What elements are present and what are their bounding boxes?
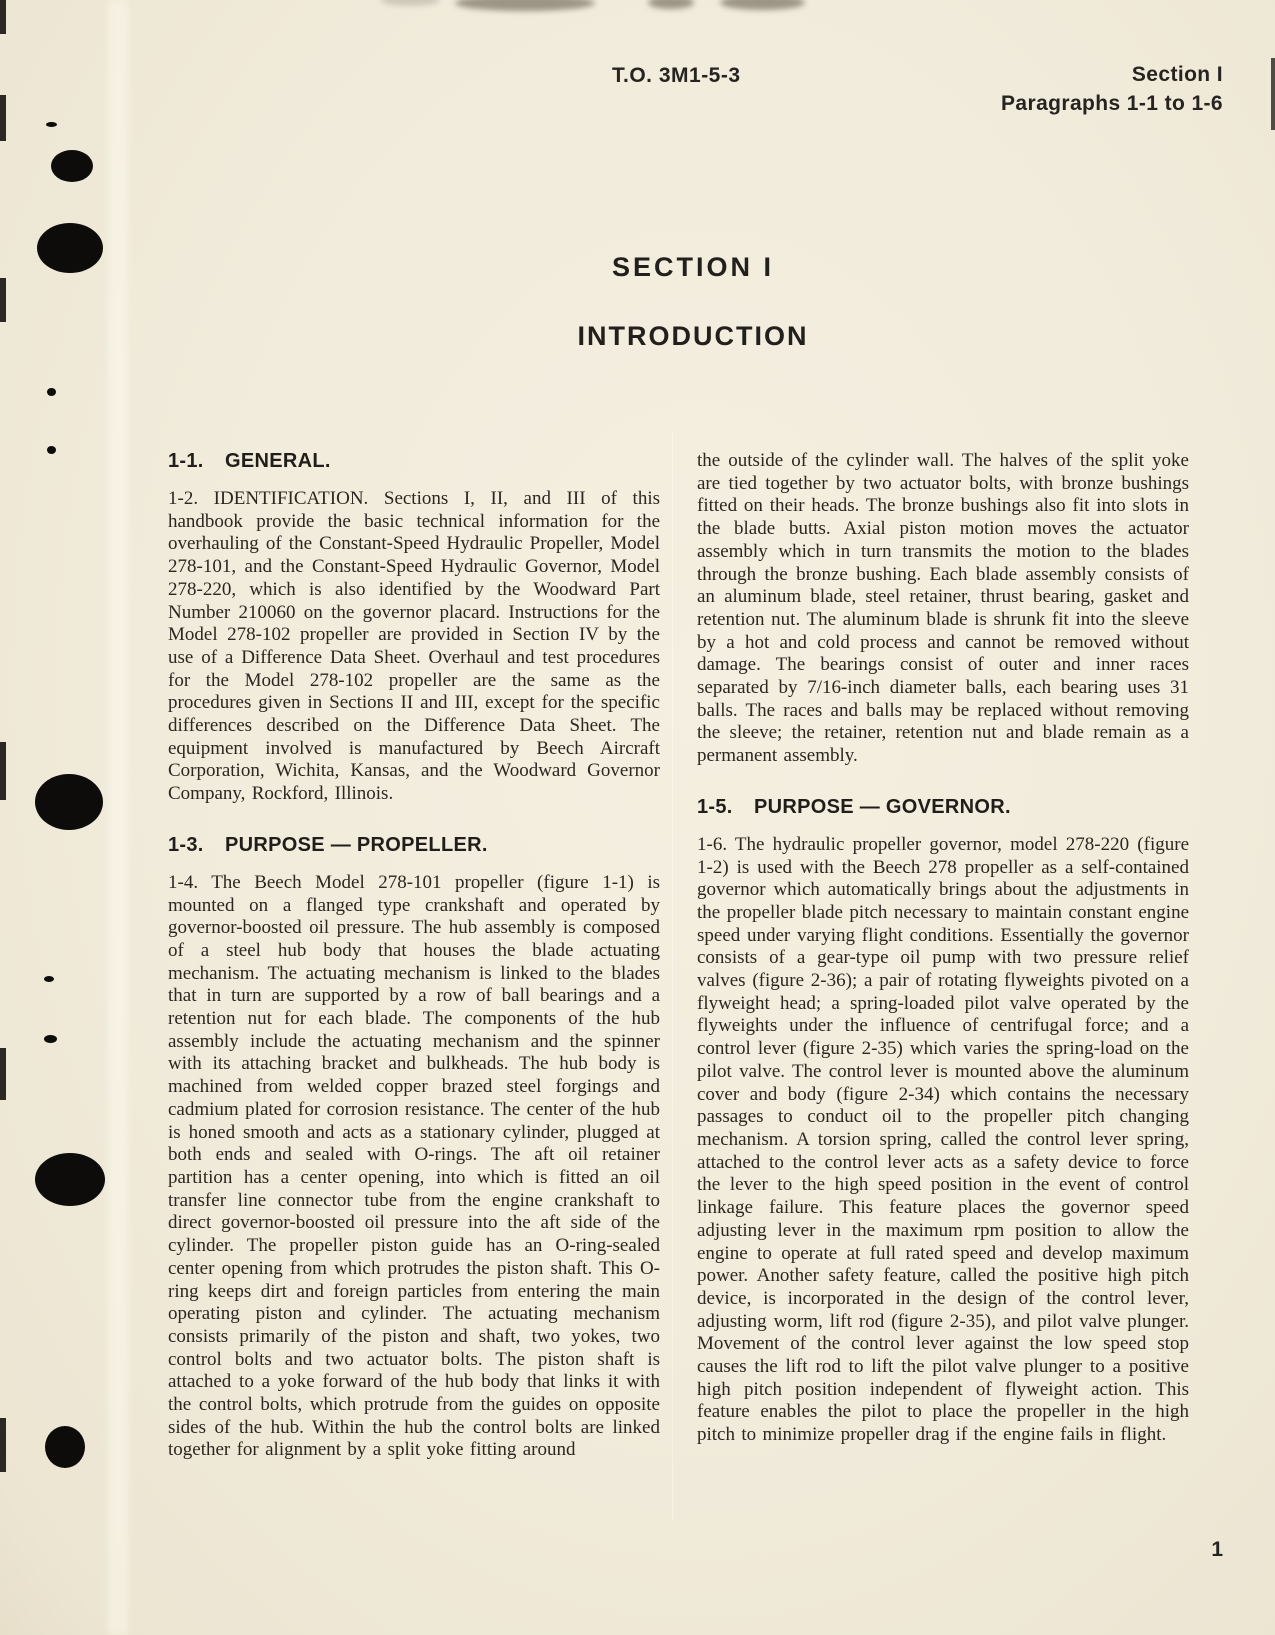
left-column — [168, 450, 660, 1486]
heading-1-1 — [168, 450, 660, 473]
punch-mark — [44, 1035, 57, 1043]
punch-mark — [35, 1153, 105, 1206]
scan-smudge — [380, 0, 440, 6]
scan-edge-artifact — [0, 278, 6, 322]
scan-edge-artifact — [0, 0, 6, 34]
page-number: 1 — [1211, 1538, 1223, 1561]
punch-mark — [46, 122, 57, 127]
heading-number: 1-3. — [168, 833, 204, 856]
heading-label: PURPOSE — GOVERNOR. — [754, 795, 1011, 818]
scan-edge-artifact — [0, 1418, 6, 1472]
heading-1-3 — [168, 834, 660, 857]
scan-smudge — [648, 0, 694, 9]
punch-mark — [47, 446, 56, 454]
scan-smudge — [720, 0, 805, 10]
scan-edge-artifact — [0, 742, 6, 800]
body-content — [168, 450, 1189, 1486]
scan-edge-artifact — [1271, 58, 1275, 130]
paragraph-1-4-continued: the outside of the cylinder wall. The halves of the split yoke are tied together by two actuator bolts, with bronze bushings fitted on their heads. The bronze bushings also fit into slots in the blade butts. Axial piston motion moves the actuator assembly which in turn transmits the motion to the blades through the bronze bushing. Each blade assembly consists of an aluminum blade, steel retainer, thrust bearing, gasket and retention nut. The aluminum blade is shrunk fit into the sleeve by a hot and cold process and cannot be removed without damage. The bearings consist of outer and inner races separated by 7/16-inch diameter balls, each bearing uses 31 balls. The races and balls may be replaced without removing the sleeve; the retainer, retention nut and blade remain as a permanent assembly. — [697, 450, 1189, 767]
paragraph-1-2: 1-2. IDENTIFICATION. Sections I, II, and III of this handbook provide the basic technical information for the overhauling of the Constant-Speed Hydraulic Propeller, Model 278-101, and the Constant-Speed Hydraulic Governor, Model 278-220, which is also identified by the Woodward Part Number 210060 on the governor placard. Instructions for the Model 278-102 propeller are provided in Section IV by the use of a Difference Data Sheet. Overhaul and test procedures for the Model 278-102 propeller are the same as the procedures given in Sections II and III, except for the specific differences described on the Difference Data Sheet. The equipment involved is manufactured by Beech Aircraft Corporation, Wichita, Kansas, and the Woodward Governor Company, Rockford, Illinois. — [168, 488, 660, 805]
paragraph-1-6: 1-6. The hydraulic propeller governor, model 278-220 (figure 1-2) is used with the Beech 278 propeller as a self-contained governor which automatically brings about the adjustments in the propeller blade pitch necessary to maintain constant engine speed under varying flight conditions. Essentially the governor consists of a gear-type oil pump with two pressure relief valves (figure 2-36); a pair of rotating flyweights pivoted on a flyweight head; a spring-loaded pilot valve operated by the flyweights under the influence of centrifugal force; and a control lever (figure 2-35) which varies the spring-load on the pilot valve. The control lever is mounted above the aluminum cover and body (figure 2-34) which contains the necessary passages to conduct oil to the propeller pitch changing mechanism. A torsion spring, called the control lever spring, attached to the control lever acts as a safety device to force the lever to the high speed position in the event of control linkage failure. This feature places the governor speed adjusting lever in the maximum rpm position to allow the engine to operate at full rated speed and develop maximum power. Another safety feature, called the positive high pitch device, is incorporated in the design of the control lever, adjusting worm, lift rod (figure 2-35), and pilot valve plunger. Movement of the control lever against the low speed stop causes the lift rod to lift the pilot valve plunger to a positive high pitch position independent of flyweight action. This feature enables the pilot to place the propeller in the high pitch to minimize propeller drag if the engine fails in flight. — [697, 833, 1189, 1446]
section-title: SECTION I — [611, 252, 774, 282]
heading-1-5 — [697, 796, 1189, 819]
scan-smudge — [455, 0, 595, 11]
header-section-label: Section I — [1131, 63, 1223, 86]
heading-label: PURPOSE — PROPELLER. — [225, 833, 488, 856]
heading-number: 1-1. — [168, 450, 204, 472]
scan-edge-artifact — [0, 95, 6, 141]
punch-mark — [44, 976, 54, 982]
section-title-block — [168, 252, 1218, 352]
header-right-block — [1001, 60, 1223, 118]
punch-mark — [47, 388, 56, 396]
punch-mark — [51, 150, 93, 182]
punch-mark — [35, 774, 103, 830]
header-paragraph-range: Paragraphs 1-1 to 1-6 — [1001, 92, 1223, 115]
heading-number: 1-5. — [697, 795, 733, 818]
punch-mark — [45, 1426, 85, 1468]
technical-order-number: T.O. 3M1-5-3 — [612, 64, 741, 87]
scan-gutter-highlight — [108, 0, 128, 1635]
paragraph-1-4: 1-4. The Beech Model 278-101 propeller (figure 1-1) is mounted on a flanged type crankshaft and operated by governor-boosted oil pressure. The hub assembly is composed of a steel hub body that houses the blade actuating mechanism. The actuating mechanism is linked to the blades that in turn are supported by a row of ball bearings and a retention nut for each blade. The components of the hub assembly include the actuating mechanism and the spinner with its attaching bracket and bulkheads. The hub body is machined from welded copper brazed steel forgings and cadmium plated for corrosion resistance. The center of the hub is honed smooth and acts as a stationary cylinder, plugged at both ends and sealed with O-rings. The aft oil retainer partition has a center opening, into which is fitted an oil transfer line connector tube from the engine crankshaft to direct governor-boosted oil pressure into the aft side of the cylinder. The propeller piston guide has an O-ring-sealed center opening from which protrudes the piston shaft. This O-ring keeps dirt and foreign particles from entering the main operating piston and cylinder. The actuating mechanism consists primarily of the piston and shaft, two yokes, two control bolts and two actuator bolts. The piston shaft is attached to a yoke forward of the hub body that links it with the control bolts, which protrude from the guides on opposite sides of the hub. Within the hub the control bolts are linked together for alignment by a split yoke fitting around — [168, 871, 660, 1461]
section-subtitle: INTRODUCTION — [577, 321, 809, 351]
heading-label: GENERAL. — [225, 450, 331, 472]
punch-mark — [37, 223, 103, 273]
scan-edge-artifact — [0, 1048, 6, 1100]
right-column — [697, 450, 1189, 1486]
